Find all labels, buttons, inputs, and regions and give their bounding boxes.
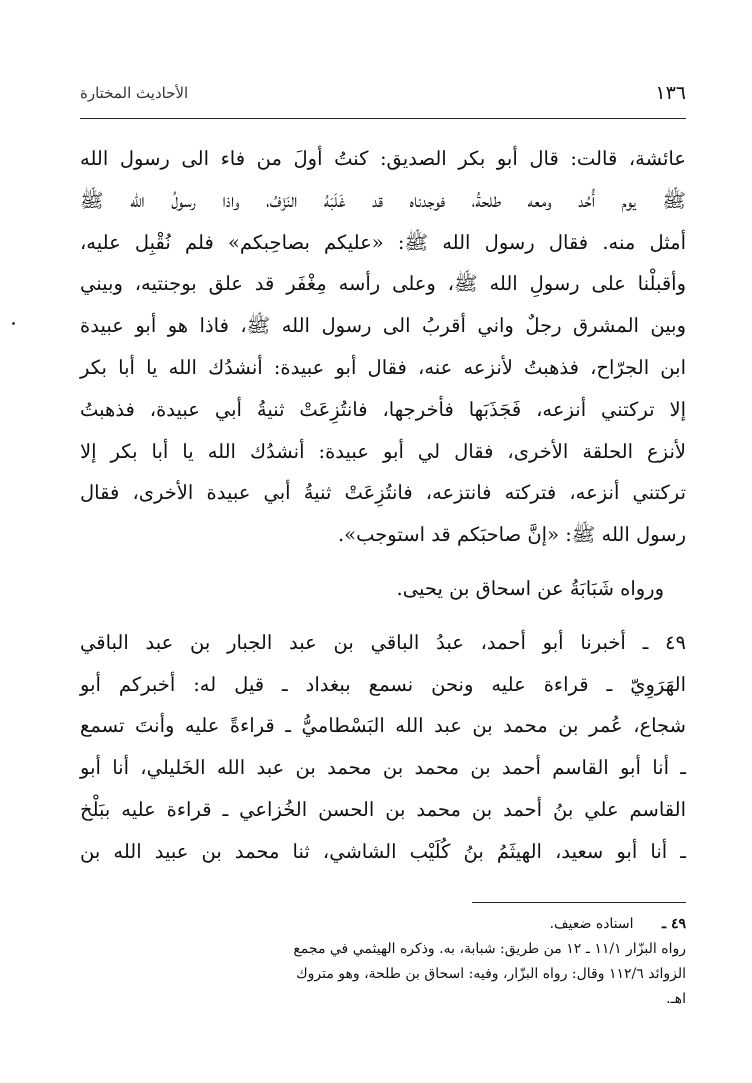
text-line: ﷺ يوم أُحُد ومعه طلحةُ، فوجدناه قد غَلَبَهُ النَزْفُ، واذا رسولُ الله ﷺ (80, 188, 686, 212)
footnote-rule (472, 902, 686, 903)
running-title: الأحاديث المختارة (80, 84, 189, 102)
text-line: وبين المشرق رجلٌ واني أقربُ الى رسول الله ﷺ، فاذا هو أبو عبيدة (80, 314, 686, 338)
footnote-line: رواه البزّار ١١/١ ـ ١٢ من طريق: شبابة، به. وذكره الهيثمي في مجمع (293, 941, 686, 957)
text-line: وأقبلْنا على رسولِ الله ﷺ، وعلى رأسه مِغْفَر قد علق بوجنتيه، وبيني (80, 272, 687, 296)
text-line: أمثل منه. فقال رسول الله ﷺ: «عليكم بصاحِبكم» فلم نُقْبِل عليه، (80, 230, 686, 254)
narration-note: ورواه شَبَابَةُ عن اسحاق بن يحيى. (396, 576, 664, 600)
hadith-line: شجاع، عُمر بن محمد بن عبد الله البَسْطاميُّ ـ قراءةً عليه وأنتَ تسمع (80, 714, 686, 738)
scan-speck (12, 322, 15, 325)
text-line: ابن الجرّاح، فذهبتُ لأنزعه عنه، فقال أبو عبيدة: أنشدُك الله يا أبا بكر (80, 355, 686, 379)
footnote-number: ٤٩ ـ (661, 916, 686, 932)
page-number: ١٣٦ (655, 82, 686, 104)
text-line: لأنزع الحلقة الأخرى، فقال لي أبو عبيدة: أنشدُك الله يا أبا بكر إلا (80, 439, 686, 463)
main-text (80, 138, 686, 873)
header-rule (80, 118, 686, 119)
footnote-line: اهـ. (666, 991, 686, 1007)
text-line: رسول الله ﷺ: «إنَّ صاحبَكم قد استوجب». (337, 523, 686, 547)
footnotes (80, 912, 686, 1012)
text-line: إلا تركتني أنزعه، فَجَذَبَها فأخرجها، فانتُزِعَتْ ثنيةُ أبي عبيدة، فذهبتُ (80, 397, 686, 421)
page-header (80, 80, 686, 110)
hadith-line: ٤٩ ـ أخبرنا أبو أحمد، عبدُ الباقي بن عبد الجبار بن عبد الباقي (80, 630, 686, 654)
footnote-line: الزوائد ١١٢/٦ وقال: رواه البزّار، وفيه: اسحاق بن طلحة، وهو متروك (296, 966, 686, 982)
text-line: تركتني أنزعه، فتركته فانتزعه، فانتُزِعَتْ ثنيةُ أبي عبيدة الأخرى، فقال (80, 481, 686, 505)
hadith-line: القاسم علي بنُ أحمد بن محمد بن الحسن الخُزاعي ـ قراءة عليه ببَلْخ (80, 797, 686, 821)
text-line: عائشة، قالت: قال أبو بكر الصديق: كنتُ أولَ من فاء الى رسول الله (80, 147, 686, 170)
footnote-heading: اسناده ضعيف. (549, 916, 634, 932)
hadith-line: ـ أنا أبو سعيد، الهيثَمُ بنُ كُلَيْب الشاشي، ثنا محمد بن عبيد الله بن (80, 839, 686, 863)
footnote-heading-line (80, 912, 686, 937)
hadith-line: ـ أنا أبو القاسم أحمد بن محمد بن محمد بن عبد الله الخَليلي، أنا أبو (80, 756, 686, 780)
hadith-line: الهَرَوِيّ ـ قراءة عليه ونحن نسمع ببغداد ـ قيل له: أخبركم أبو (80, 672, 686, 696)
